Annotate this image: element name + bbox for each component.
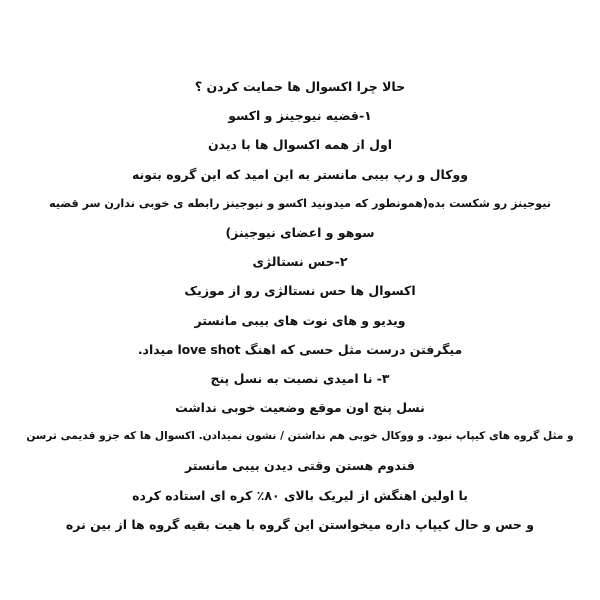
text-line: ویدیو و های نوت های بیبی مانستر	[194, 312, 406, 328]
heading-question: حالا چرا اکسوال ها حمایت کردن ؟	[194, 79, 406, 94]
text-line: اکسوال ها حس نستالژی رو از موزیک	[184, 283, 416, 299]
text-line: میگرفتن درست مثل حسی که اهنگ love shot میداد.	[137, 341, 463, 357]
section-2-title: ۲-حس نستالژی	[252, 254, 348, 270]
text-line: نیوجینز رو شکست بده(همونطور که میدونید اکسو و نیوجینز رابطه ی خوبی ندارن سر قضیه	[48, 196, 552, 210]
text-line: سوهو و اعضای نیوجینز)	[225, 224, 375, 240]
section-3-title: ۳- نا امیدی نصبت به نسل پنج	[210, 370, 390, 386]
text-line: و مثل گروه های کیپاپ نبود. و ووکال خوبی هم نداشتن / نشون نمیدادن. اکسوال ها که جزو قدیمی ترسن	[26, 430, 574, 443]
document-body	[0, 72, 600, 539]
text-line: نسل پنج اون موقع وضعیت خوبی نداشت	[175, 400, 425, 416]
text-line: اول از همه اکسوال ها با دیدن	[207, 137, 393, 153]
text-line: ووکال و رپ بیبی مانستر به این امید که این گروه بتونه	[131, 166, 469, 182]
section-1-title: ۱-قضیه نیوجینز و اکسو	[228, 108, 372, 124]
text-line: و حس و حال کیپاپ داره میخواستن این گروه با هیت بقیه گروه ها از بین نره	[65, 516, 535, 532]
text-line: فندوم هستن وقتی دیدن بیبی مانستر	[185, 458, 415, 474]
text-line: با اولین اهنگش از لیریک بالای ۸۰٪ کره ای استاده کرده	[132, 487, 468, 503]
